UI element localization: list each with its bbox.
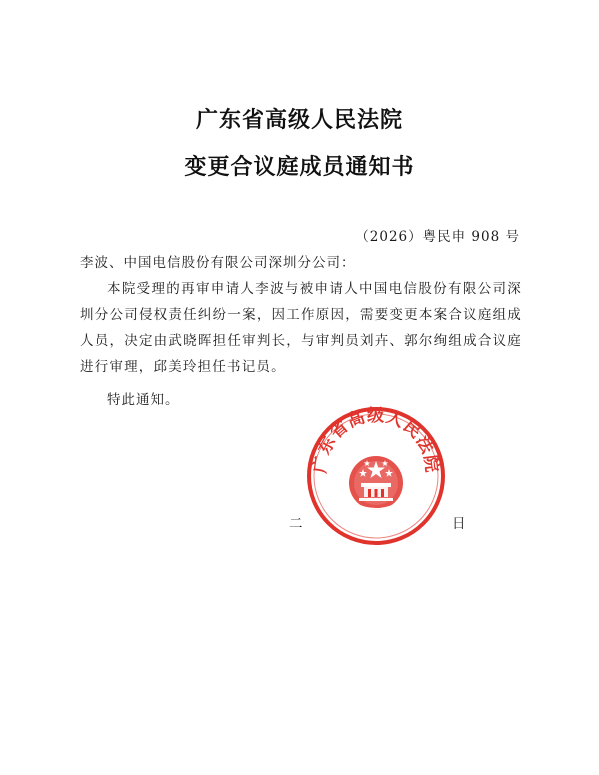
seal-text: 广东省高级人民法院 [310, 406, 442, 475]
date-day-fragment: 日 [452, 516, 466, 532]
date-year-fragment: 二 [289, 516, 303, 532]
document-number: （2026）粤民申 908 号 [355, 229, 520, 245]
addressee: 李波、中国电信股份有限公司深圳分公司： [80, 255, 356, 271]
court-name-heading: 广东省高级人民法院 [195, 107, 403, 133]
national-emblem [349, 456, 403, 510]
document-title: 变更合议庭成员通知书 [184, 154, 415, 180]
court-seal-stamp [305, 405, 447, 547]
closing-statement: 特此通知。 [107, 392, 180, 408]
notice-body: 本院受理的再审申请人李波与被申请人中国电信股份有限公司深圳分公司侵权责任纠纷一案，因工作原因，需要变更本案合议庭组成人员，决定由武晓晖担任审判长，与审判员刘卉、郭尔绚组成合议庭进行审理，邱美玲担任书记员。 [80, 281, 522, 375]
